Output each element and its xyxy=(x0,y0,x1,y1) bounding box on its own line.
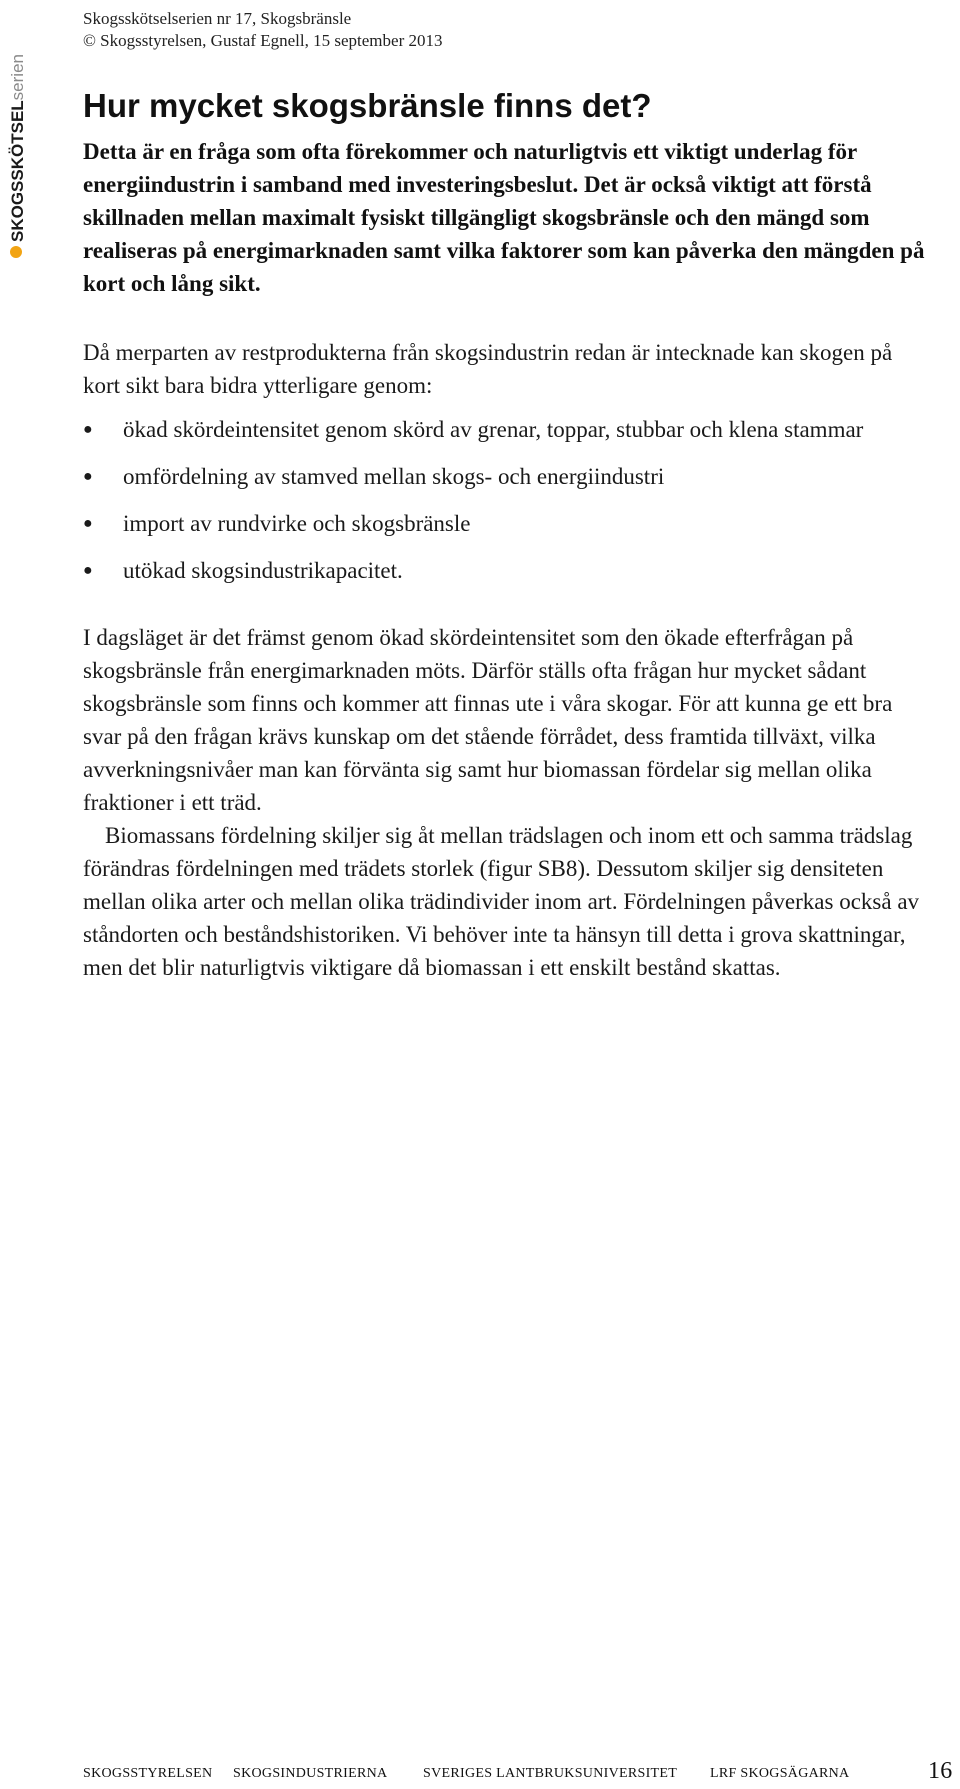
footer-org-skogsstyrelsen: SKOGSSTYRELSEN xyxy=(83,1766,213,1781)
copyright-line: © Skogsstyrelsen, Gustaf Egnell, 15 september 2013 xyxy=(83,31,443,50)
bullet-icon: ● xyxy=(83,421,93,438)
list-item: ● ökad skördeintensitet genom skörd av grenar, toppar, stubbar och klena stammar xyxy=(83,413,933,446)
footer-org-lrf: LRF SKOGSÄGARNA xyxy=(710,1766,850,1781)
page-footer xyxy=(83,1758,960,1786)
list-item: ● utökad skogsindustrikapacitet. xyxy=(83,554,933,587)
lead-paragraph: Detta är en fråga som ofta förekommer och naturligtvis ett viktigt underlag för energiindustrin i samband med investeringsbeslut. Det är också viktigt att förstå skillnaden mellan maximalt fysiskt tillgängligt skogsbränsle och den mängd som realiseras på energimarknaden samt vilka faktorer som kan påverka den mängden på kort och lång sikt. xyxy=(83,139,925,296)
svg-text:SKOGSSKÖTSELserien: SKOGSSKÖTSELserien xyxy=(8,54,27,242)
skogsskotselserien-logo xyxy=(2,30,30,260)
body-paragraph-2: Biomassans fördelning skiljer sig åt mellan trädslagen och inom ett och samma trädslag förändras fördelningen med trädets storlek (figur SB8). Dessutom skiljer sig densiteten mellan olika arter och mellan olika trädindivider inom art. Fördelningen påverkas också av ståndorten och beståndshistoriken. Vi behöver inte ta hänsyn till detta i grova skattningar, men det blir naturligtvis viktigare då biomassan i ett enskilt bestånd skattas. xyxy=(83,823,920,980)
bullet-list xyxy=(83,413,933,587)
bullet-icon: ● xyxy=(83,562,93,579)
list-item: ● import av rundvirke och skogsbränsle xyxy=(83,507,933,540)
bullet-icon: ● xyxy=(83,515,93,532)
page-header xyxy=(83,8,442,52)
list-item: ● omfördelning av stamved mellan skogs- och energiindustri xyxy=(83,460,933,493)
footer-org-slu: SVERIGES LANTBRUKSUNIVERSITET xyxy=(423,1766,678,1781)
bullet-icon: ● xyxy=(83,468,93,485)
intro-paragraph: Då merparten av restprodukterna från skogsindustrin redan är intecknade kan skogen på kort sikt bara bidra ytterligare genom: xyxy=(83,340,893,398)
footer-org-skogsindustrierna: SKOGSINDUSTRIERNA xyxy=(233,1766,388,1781)
main-content xyxy=(83,135,933,984)
body-paragraph-1: I dagsläget är det främst genom ökad skördeintensitet som den ökade efterfrågan på skogsbränsle från energimarknaden möts. Därför ställs ofta frågan hur mycket sådant skogsbränsle som finns och kommer att finnas ute i våra skogar. För att kunna ge ett bra svar på den frågan krävs kunskap om det stående förrådet, dess framtida tillväxt, vilka avverkningsnivåer man kan förvänta sig samt hur biomassan fördelar sig mellan olika fraktioner i ett träd. xyxy=(83,625,893,815)
page-title: Hur mycket skogsbränsle finns det? xyxy=(83,87,652,124)
logo-dot-icon xyxy=(10,246,22,258)
series-line: Skogsskötselserien nr 17, Skogsbränsle xyxy=(83,9,352,28)
page-number: 16 xyxy=(928,1758,953,1784)
